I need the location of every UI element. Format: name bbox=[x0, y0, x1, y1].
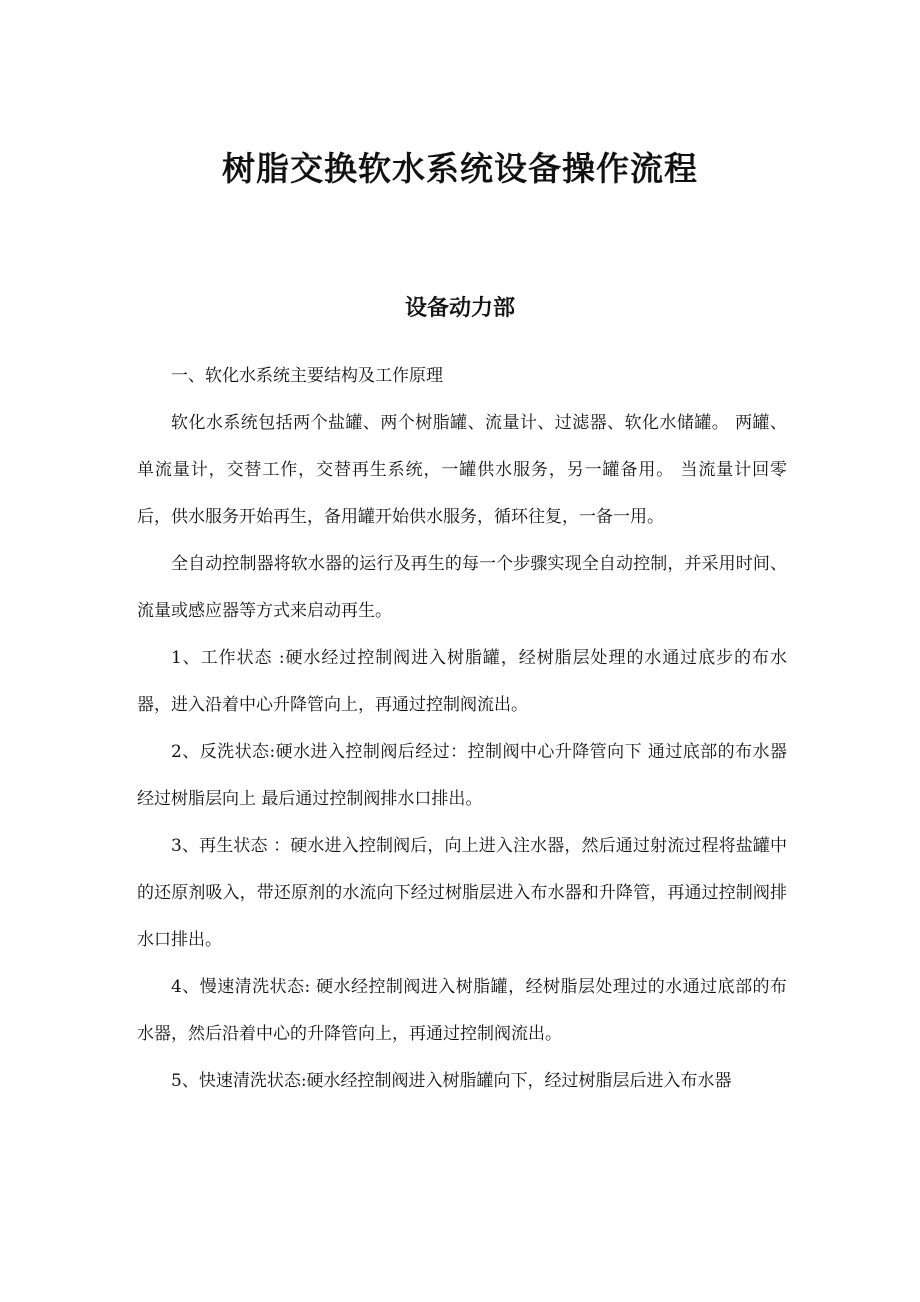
paragraph-slow-rinse-state: 4、慢速清洗状态: 硬水经控制阀进入树脂罐，经树脂层处理过的水通过底部的布水器，然后沿着中心的升降管向上，再通过控制阀流出。 bbox=[137, 977, 787, 1044]
document-body bbox=[137, 360, 787, 1105]
paragraph-controller: 全自动控制器将软水器的运行及再生的每一个步骤实现全自动控制，并采用时间、流量或感应器等方式来启动再生。 bbox=[137, 554, 787, 621]
paragraph-working-state: 1、工作状态 :硬水经过控制阀进入树脂罐，经树脂层处理的水通过底步的布水器，进入沿着中心升降管向上，再通过控制阀流出。 bbox=[137, 648, 787, 715]
paragraph-overview: 软化水系统包括两个盐罐、两个树脂罐、流量计、过滤器、软化水储罐。 两罐、单流量计，交替工作，交替再生系统，一罐供水服务，另一罐备用。 当流量计回零后，供水服务开始再生，备用罐开始供水服务，循环往复，一备一用。 bbox=[137, 413, 787, 527]
paragraph-fast-rinse-state: 5、快速清洗状态:硬水经控制阀进入树脂罐向下，经过树脂层后进入布水器 bbox=[171, 1071, 732, 1091]
paragraph-backwash-state: 2、反洗状态:硬水进入控制阀后经过：控制阀中心升降管向下 通过底部的布水器经过树脂层向上 最后通过控制阀排水口排出。 bbox=[137, 742, 787, 809]
document-subtitle: 设备动力部 bbox=[404, 295, 515, 321]
section-heading: 一、软化水系统主要结构及工作原理 bbox=[171, 366, 443, 386]
paragraph-regeneration-state: 3、再生状态 ：硬水进入控制阀后，向上进入注水器，然后通过射流过程将盐罐中的还原剂吸入，带还原剂的水流向下经过树脂层进入布水器和升降管，再通过控制阀排水口排出。 bbox=[137, 836, 787, 950]
document-title: 树脂交换软水系统设备操作流程 bbox=[222, 149, 698, 188]
